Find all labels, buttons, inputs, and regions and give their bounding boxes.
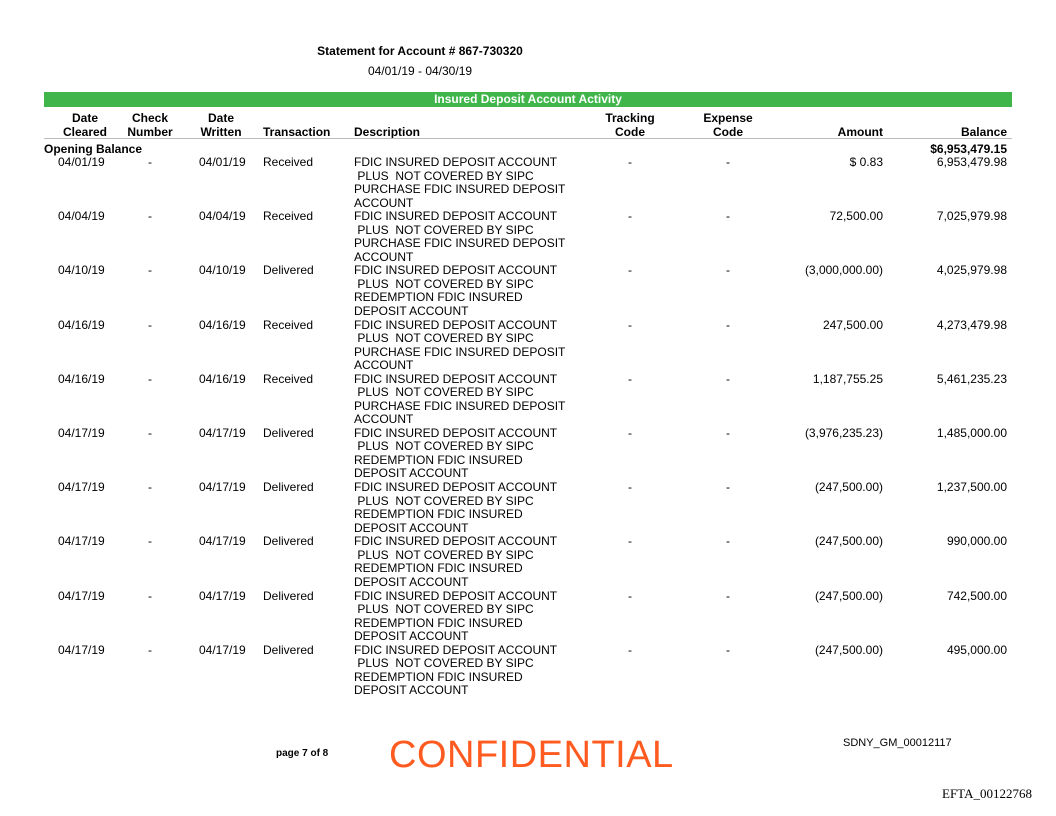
transaction-type: Received [263, 209, 314, 224]
amount: 1,187,755.25 [812, 371, 883, 386]
transaction-type: Delivered [263, 263, 314, 278]
description: FDIC INSURED DEPOSIT ACCOUNT PLUS NOT COVERED BY SIPC PURCHASE FDIC INSURED DEPOSIT ACCOUNT [354, 209, 566, 264]
date-cleared: 04/17/19 [58, 534, 105, 549]
check-number: - [148, 642, 152, 657]
expense-code: - [726, 209, 730, 224]
bates-number-efta: EFTA_00122768 [942, 786, 1032, 801]
date-cleared: 04/16/19 [58, 317, 105, 332]
col-transaction: Transaction [263, 125, 331, 139]
tracking-code: - [628, 371, 632, 386]
tracking-code: - [628, 534, 632, 549]
table-header [0, 111, 1056, 139]
description: FDIC INSURED DEPOSIT ACCOUNT PLUS NOT COVERED BY SIPC PURCHASE FDIC INSURED DEPOSIT ACCOUNT [354, 317, 566, 373]
table-row [0, 319, 1056, 373]
check-number: - [148, 263, 152, 278]
tracking-code: - [628, 588, 632, 603]
balance: 990,000.00 [946, 534, 1007, 549]
expense-code: - [726, 371, 730, 386]
amount: (247,500.00) [814, 534, 883, 549]
balance: 4,025,979.98 [936, 263, 1007, 278]
opening-balance-value: $6,953,479.15 [930, 142, 1007, 156]
expense-code: - [726, 425, 730, 440]
date-cleared: 04/01/19 [58, 155, 105, 169]
date-written: 04/04/19 [199, 209, 246, 224]
description: FDIC INSURED DEPOSIT ACCOUNT PLUS NOT COVERED BY SIPC REDEMPTION FDIC INSURED DEPOSIT ACCOUNT [354, 534, 558, 589]
balance: 1,485,000.00 [936, 425, 1007, 440]
amount: $ 0.83 [849, 155, 883, 169]
date-written: 04/17/19 [199, 425, 246, 440]
date-written: 04/17/19 [199, 480, 246, 495]
table-row [0, 156, 1056, 210]
expense-code: - [726, 317, 730, 332]
expense-code: - [726, 263, 730, 278]
col-date-cleared: Date Cleared [62, 111, 108, 139]
amount: (247,500.00) [814, 642, 883, 657]
check-number: - [148, 425, 152, 440]
opening-balance-row [0, 142, 1056, 156]
date-written: 04/17/19 [199, 642, 246, 657]
tracking-code: - [628, 209, 632, 224]
check-number: - [148, 480, 152, 495]
col-check-number: Check Number [127, 111, 173, 139]
tracking-code: - [628, 155, 632, 169]
check-number: - [148, 317, 152, 332]
check-number: - [148, 588, 152, 603]
table-row [0, 264, 1056, 318]
confidential-stamp: CONFIDENTIAL [389, 734, 674, 776]
table-row [0, 590, 1056, 644]
page-number: page 7 of 8 [276, 748, 329, 759]
statement-period: 04/01/19 - 04/30/19 [367, 64, 473, 78]
tracking-code: - [628, 425, 632, 440]
check-number: - [148, 209, 152, 224]
balance: 5,461,235.23 [936, 371, 1007, 386]
tracking-code: - [628, 480, 632, 495]
transaction-type: Delivered [263, 642, 314, 657]
balance: 7,025,979.98 [936, 209, 1007, 224]
col-expense-code: Expense Code [703, 111, 753, 139]
col-date-written: Date Written [200, 111, 242, 139]
table-row [0, 644, 1056, 698]
amount: (247,500.00) [814, 588, 883, 603]
description: FDIC INSURED DEPOSIT ACCOUNT PLUS NOT COVERED BY SIPC REDEMPTION FDIC INSURED DEPOSIT ACCOUNT [354, 425, 558, 481]
amount: (247,500.00) [814, 480, 883, 495]
description: FDIC INSURED DEPOSIT ACCOUNT PLUS NOT COVERED BY SIPC REDEMPTION FDIC INSURED DEPOSIT ACCOUNT [354, 588, 558, 643]
check-number: - [148, 155, 152, 169]
expense-code: - [726, 642, 730, 657]
transaction-type: Received [263, 317, 314, 332]
table-row [0, 427, 1056, 481]
table-row [0, 535, 1056, 589]
date-written: 04/01/19 [199, 155, 246, 169]
col-tracking-code: Tracking Code [605, 111, 655, 139]
date-cleared: 04/17/19 [58, 425, 105, 440]
transaction-type: Delivered [263, 534, 314, 549]
transaction-type: Delivered [263, 588, 314, 603]
check-number: - [148, 534, 152, 549]
transaction-type: Delivered [263, 425, 314, 440]
amount: (3,000,000.00) [804, 263, 883, 278]
balance: 4,273,479.98 [936, 317, 1007, 332]
date-written: 04/17/19 [199, 534, 246, 549]
date-written: 04/16/19 [199, 371, 246, 386]
statement-title: Statement for Account # 867-730320 [317, 44, 523, 58]
amount: (3,976,235.23) [804, 425, 883, 440]
date-written: 04/10/19 [199, 263, 246, 278]
date-cleared: 04/17/19 [58, 480, 105, 495]
tracking-code: - [628, 642, 632, 657]
expense-code: - [726, 534, 730, 549]
col-balance: Balance [960, 125, 1007, 139]
amount: 247,500.00 [822, 317, 883, 332]
date-cleared: 04/16/19 [58, 371, 105, 386]
description: FDIC INSURED DEPOSIT ACCOUNT PLUS NOT COVERED BY SIPC REDEMPTION FDIC INSURED DEPOSIT ACCOUNT [354, 480, 558, 535]
date-cleared: 04/10/19 [58, 263, 105, 278]
expense-code: - [726, 480, 730, 495]
description: FDIC INSURED DEPOSIT ACCOUNT PLUS NOT COVERED BY SIPC PURCHASE FDIC INSURED DEPOSIT ACCOUNT [354, 155, 566, 210]
date-cleared: 04/17/19 [58, 588, 105, 603]
expense-code: - [726, 155, 730, 169]
tracking-code: - [628, 317, 632, 332]
date-written: 04/17/19 [199, 588, 246, 603]
section-header-bar: Insured Deposit Account Activity [44, 92, 1012, 107]
amount: 72,500.00 [829, 209, 883, 224]
date-written: 04/16/19 [199, 317, 246, 332]
tracking-code: - [628, 263, 632, 278]
header-divider [44, 138, 1012, 139]
date-cleared: 04/17/19 [58, 642, 105, 657]
table-row [0, 481, 1056, 535]
table-row [0, 373, 1056, 427]
transaction-type: Received [263, 155, 314, 169]
balance: 495,000.00 [946, 642, 1007, 657]
balance: 1,237,500.00 [936, 480, 1007, 495]
opening-balance-label: Opening Balance [44, 142, 143, 156]
bates-number-sdny: SDNY_GM_00012117 [843, 737, 952, 749]
description: FDIC INSURED DEPOSIT ACCOUNT PLUS NOT COVERED BY SIPC REDEMPTION FDIC INSURED DEPOSIT ACCOUNT [354, 642, 558, 698]
balance: 6,953,479.98 [936, 155, 1007, 169]
description: FDIC INSURED DEPOSIT ACCOUNT PLUS NOT COVERED BY SIPC REDEMPTION FDIC INSURED DEPOSIT ACCOUNT [354, 263, 558, 318]
table-row [0, 210, 1056, 264]
date-cleared: 04/04/19 [58, 209, 105, 224]
check-number: - [148, 371, 152, 386]
transaction-type: Received [263, 371, 314, 386]
description: FDIC INSURED DEPOSIT ACCOUNT PLUS NOT COVERED BY SIPC PURCHASE FDIC INSURED DEPOSIT ACCOUNT [354, 371, 566, 427]
col-description: Description [354, 125, 421, 139]
transaction-type: Delivered [263, 480, 314, 495]
balance: 742,500.00 [946, 588, 1007, 603]
transaction-list [0, 156, 1056, 698]
col-amount: Amount [837, 125, 883, 139]
expense-code: - [726, 588, 730, 603]
